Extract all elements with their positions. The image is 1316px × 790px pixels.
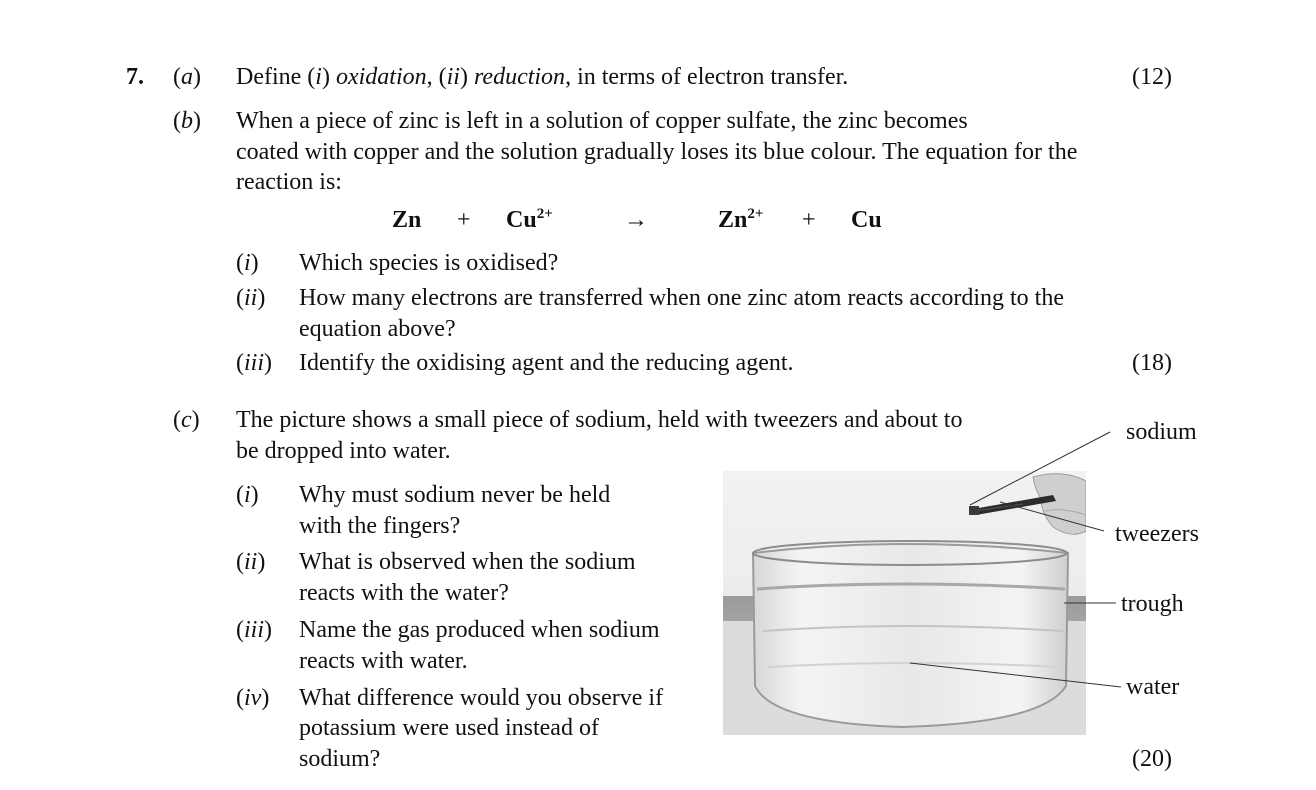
part-b-label: (b) [173, 108, 201, 134]
part-a-tail: , in terms of electron transfer. [565, 64, 849, 90]
part-c-iii-roman: iii [244, 617, 265, 643]
part-b-line3: reaction is: [236, 169, 342, 195]
label-water: water [1126, 674, 1180, 700]
part-b-iii-label: (iii) [236, 350, 273, 376]
part-c-ii-roman: ii [244, 549, 258, 575]
part-c-iv-line3: sodium? [299, 746, 381, 772]
eq-cu-symbol: Cu [506, 207, 537, 233]
sodium-trough-photo [723, 471, 1086, 735]
part-a-letter: a [181, 64, 193, 90]
part-c-iv-line1: What difference would you observe if [299, 685, 664, 711]
part-c-label: (c) [173, 407, 200, 433]
part-c-marks: (20) [1132, 746, 1172, 772]
eq-zn2-charge: 2+ [747, 206, 764, 222]
part-c-i-label: (i) [236, 482, 259, 508]
label-trough: trough [1121, 591, 1184, 617]
part-c-letter: c [181, 407, 192, 433]
eq-plus1: + [457, 207, 471, 233]
part-c-i-line2: with the fingers? [299, 513, 461, 539]
eq-cu2: Cu [851, 207, 882, 233]
part-a-roman-ii: ii [446, 64, 460, 90]
question-number: 7. [126, 64, 144, 90]
eq-zn2-symbol: Zn [718, 207, 748, 233]
part-c-i-line1: Why must sodium never be held [299, 482, 611, 508]
part-c-line1: The picture shows a small piece of sodium, held with tweezers and about to [236, 407, 963, 433]
eq-cu [506, 205, 553, 235]
part-b-i-roman: i [244, 250, 251, 276]
eq-zn2 [718, 205, 763, 235]
label-sodium: sodium [1126, 419, 1197, 445]
part-b-iii-roman: iii [244, 350, 265, 376]
part-b-i-text: Which species is oxidised? [299, 250, 559, 276]
part-b-ii-line2: equation above? [299, 316, 456, 342]
part-b-line2: coated with copper and the solution gradually loses its blue colour. The equation for the [236, 139, 1078, 165]
eq-zn: Zn [392, 207, 422, 233]
part-b-iii-text: Identify the oxidising agent and the reducing agent. [299, 350, 794, 376]
part-c-iv-line2: potassium were used instead of [299, 715, 599, 741]
eq-arrow: → [624, 207, 648, 233]
part-a-sep: , ( [426, 64, 447, 90]
eq-cu-charge: 2+ [536, 206, 553, 222]
part-a-reduction: reduction [473, 64, 566, 90]
part-b-letter: b [181, 108, 193, 134]
part-b-marks: (18) [1132, 350, 1172, 376]
part-c-ii-line1: What is observed when the sodium [299, 549, 636, 575]
eq-plus2: + [802, 207, 816, 233]
part-a-oxidation: oxidation [335, 64, 427, 90]
part-b-line1: When a piece of zinc is left in a solution of copper sulfate, the zinc becomes [236, 108, 968, 134]
part-a-marks: (12) [1132, 64, 1172, 90]
part-c-line2: be dropped into water. [236, 438, 451, 464]
part-c-iv-roman: iv [244, 685, 262, 711]
part-b-ii-label: (ii) [236, 285, 266, 311]
part-a-text: Define (i) oxidation, (ii) reduction, in terms of electron transfer. [236, 64, 849, 90]
part-a-label: (a) [173, 64, 201, 90]
part-b-ii-line1: How many electrons are transferred when one zinc atom reacts according to the [299, 285, 1064, 311]
part-b-ii-roman: ii [244, 285, 258, 311]
part-c-i-roman: i [244, 482, 251, 508]
part-a-define: Define ( [236, 64, 316, 90]
part-a-roman-i: i [315, 64, 322, 90]
part-c-iii-line2: reacts with water. [299, 648, 468, 674]
part-c-iii-line1: Name the gas produced when sodium [299, 617, 660, 643]
part-c-ii-line2: reacts with the water? [299, 580, 509, 606]
part-c-ii-label: (ii) [236, 549, 266, 575]
part-c-iii-label: (iii) [236, 617, 273, 643]
part-b-i-label: (i) [236, 250, 259, 276]
part-c-iv-label: (iv) [236, 685, 270, 711]
label-tweezers: tweezers [1115, 521, 1199, 547]
